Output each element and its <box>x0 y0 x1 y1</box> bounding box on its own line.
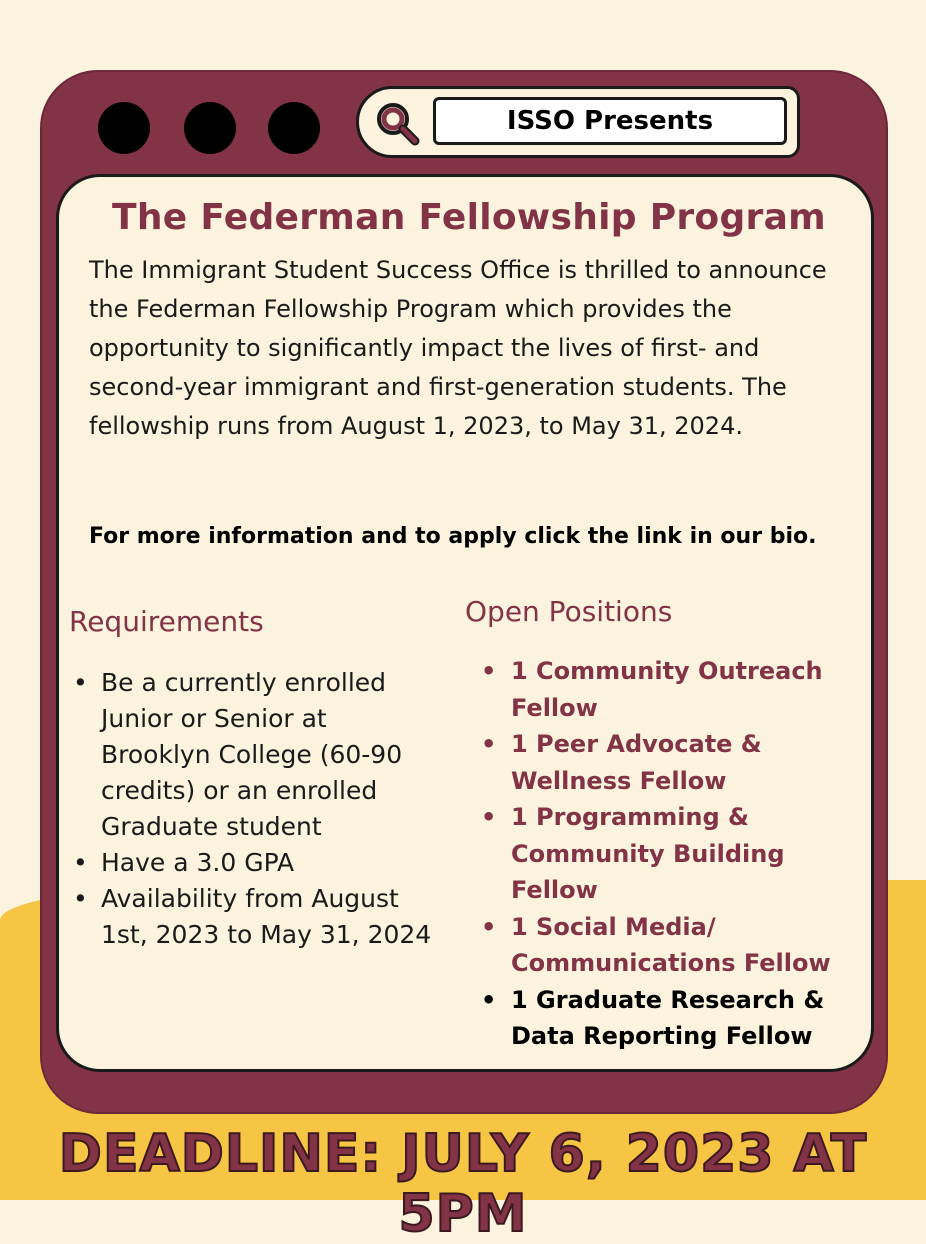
requirements-list <box>69 665 439 953</box>
window-dot-1 <box>98 102 150 154</box>
search-input: ISSO Presents <box>433 97 787 145</box>
requirement-item: • Be a currently enrolled Junior or Senior at Brooklyn College (60-90 credits) or an enrolled Graduate student <box>69 665 439 845</box>
window-dot-3 <box>268 102 320 154</box>
requirement-item: • Availability from August 1st, 2023 to May 31, 2024 <box>69 881 439 953</box>
position-item: • 1 Graduate Research & Data Reporting Fellow <box>479 982 859 1055</box>
positions-list <box>479 653 859 1055</box>
magnifier-icon <box>369 97 425 149</box>
search-bar <box>356 86 800 158</box>
position-item: • 1 Peer Advocate & Wellness Fellow <box>479 726 859 799</box>
window-dot-2 <box>184 102 236 154</box>
positions-heading: Open Positions <box>465 595 673 628</box>
requirements-heading: Requirements <box>69 605 264 638</box>
position-item: • 1 Community Outreach Fellow <box>479 653 859 726</box>
browser-window <box>40 70 888 1114</box>
apply-info: For more information and to apply click the link in our bio. <box>89 524 817 549</box>
position-item: • 1 Social Media/ Communications Fellow <box>479 909 859 982</box>
deadline-banner: DEADLINE: JULY 6, 2023 AT 5PM <box>58 1124 868 1244</box>
page-title: The Federman Fellowship Program <box>111 197 826 238</box>
content-card <box>56 174 874 1072</box>
requirement-item: • Have a 3.0 GPA <box>69 845 439 881</box>
position-item: • 1 Programming & Community Building Fellow <box>479 799 859 909</box>
intro-paragraph: The Immigrant Student Success Office is thrilled to announce the Federman Fellowship Program which provides the opportunity to significantly impact the lives of first- and second-year immigrant and first-generation students. The fellowship runs from August 1, 2023, to May 31, 2024. <box>89 256 827 440</box>
